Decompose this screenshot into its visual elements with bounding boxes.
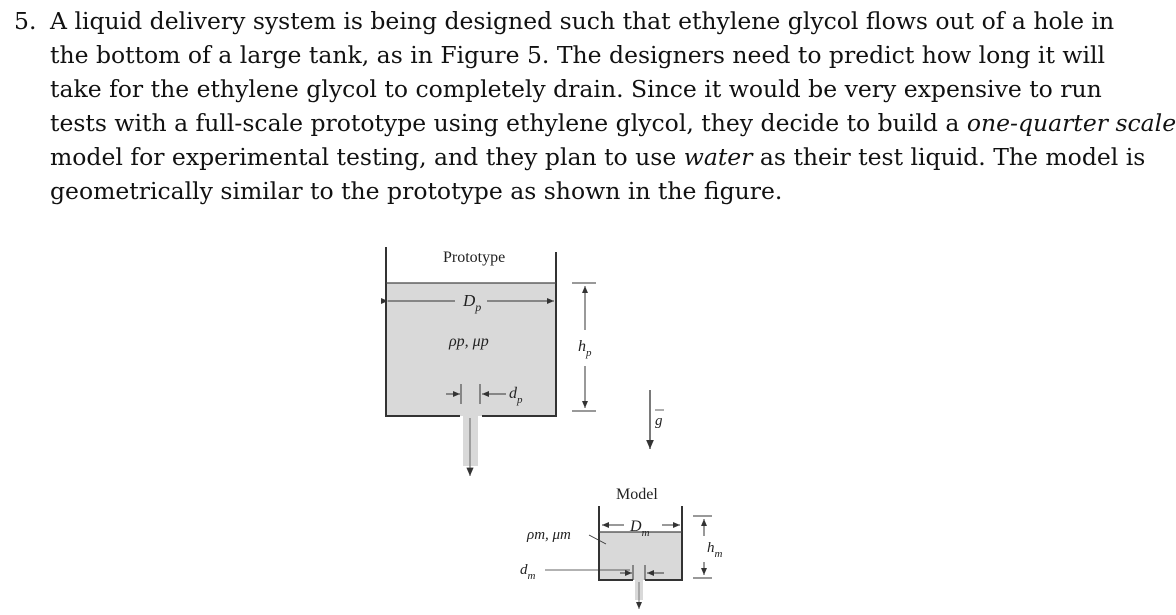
text-run: A liquid delivery system is being designed such that ethylene glycol flows out of a hole in	[50, 7, 1115, 35]
text-run: the bottom of a large tank, as in Figure 5. The designers need to predict how long it will	[50, 41, 1106, 69]
text-run: as their test liquid. The model is	[752, 143, 1146, 171]
label-g: g	[655, 413, 663, 429]
text-run: take for the ethylene glycol to completely drain. Since it would be very expensive to run	[50, 75, 1102, 103]
prototype-title: Prototype	[443, 249, 506, 266]
label-dp: $d_p$	[509, 385, 523, 406]
label-Dp: $D_p$	[463, 291, 482, 314]
model-tank	[520, 486, 723, 609]
prototype-tank	[386, 247, 596, 476]
text-run: geometrically similar to the prototype as shown in the figure.	[50, 177, 783, 205]
emphasized-text: water	[683, 143, 753, 171]
model-liquid	[599, 532, 682, 580]
text-run: tests with a full-scale prototype using ethylene glycol, they decide to build a	[50, 109, 967, 137]
model-title: Model	[616, 486, 658, 503]
gravity-vector	[650, 390, 664, 449]
problem-number: 5.	[14, 7, 37, 35]
label-hm: $h_m$	[707, 540, 723, 560]
label-rho-mu-p: ρp, μp	[449, 333, 489, 350]
text-run: model for experimental testing, and they plan to use	[50, 143, 684, 171]
emphasized-text: one-quarter scale	[966, 109, 1176, 137]
label-rho-mu-m: ρm, μm	[527, 527, 571, 543]
label-dm: $d_m$	[520, 562, 536, 582]
label-hp: $h_p$	[578, 338, 592, 359]
label-Dm: $D_m$	[630, 518, 650, 539]
